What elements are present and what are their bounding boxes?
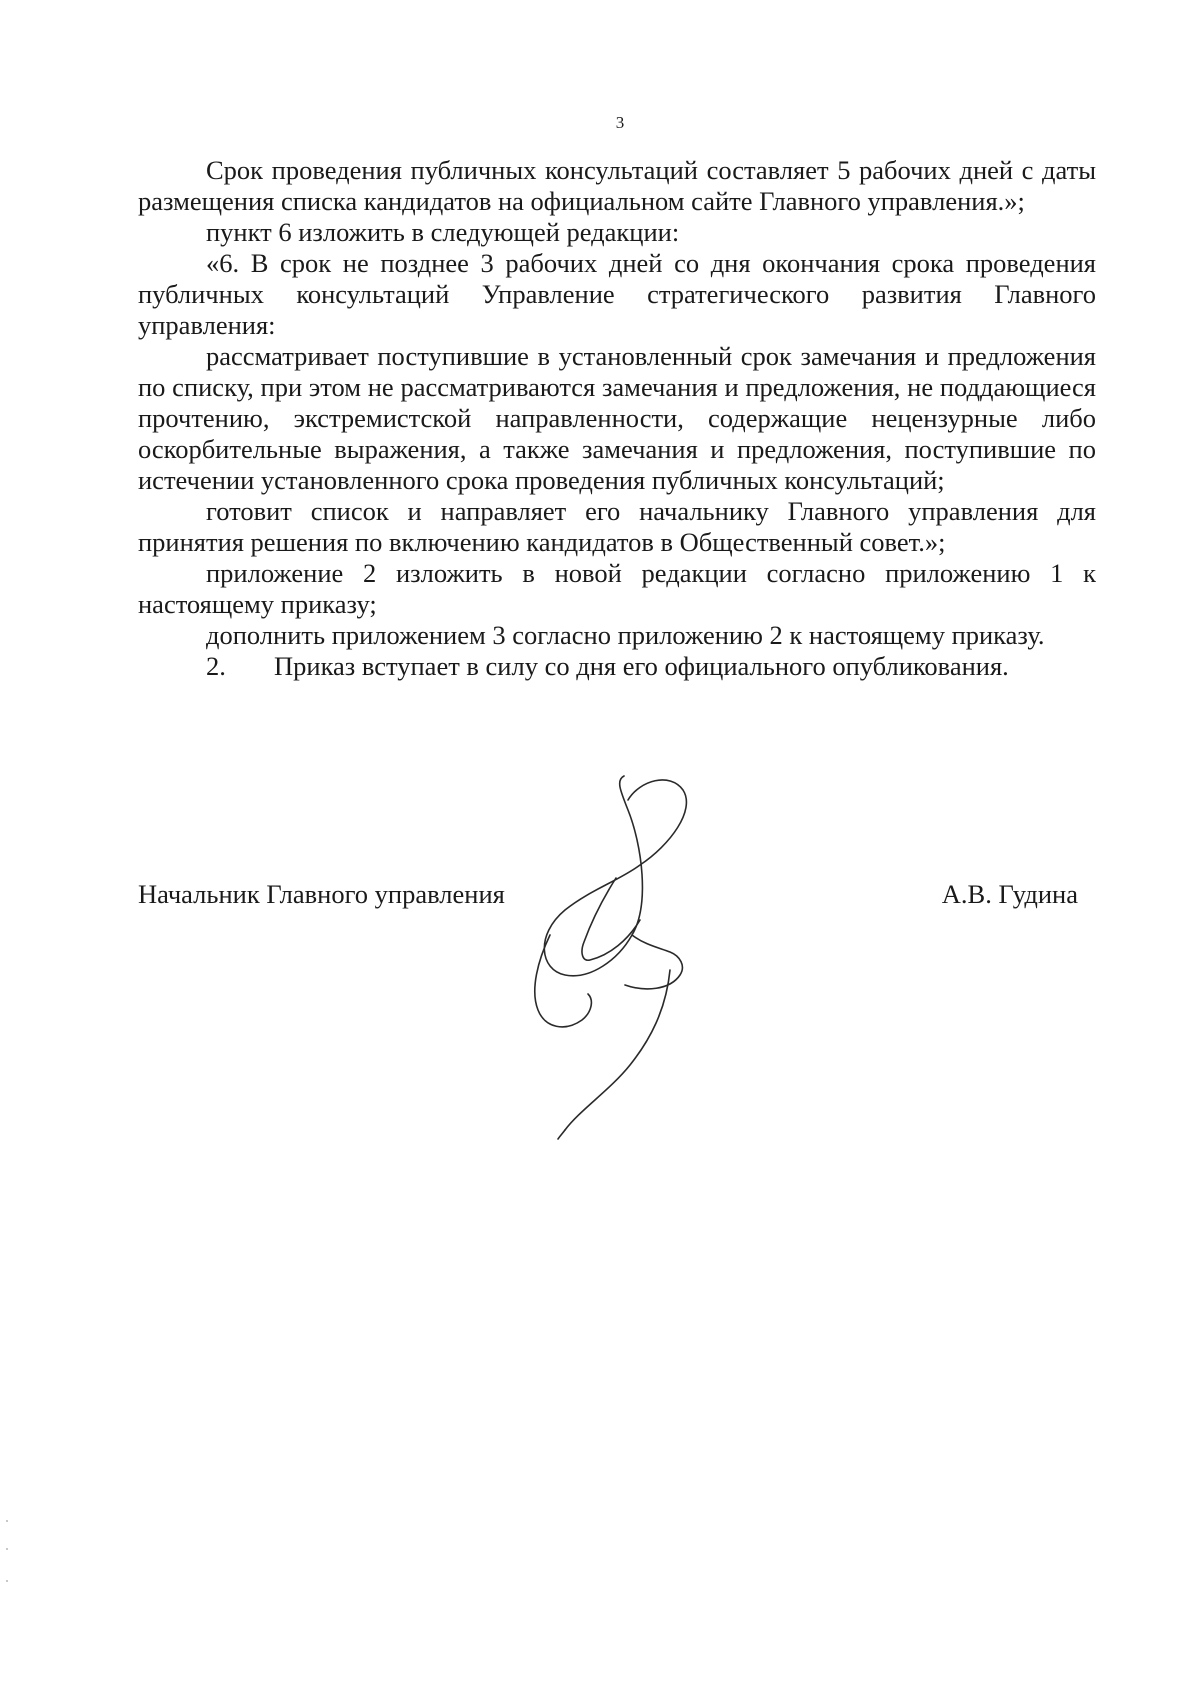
- scan-artifacts: [6, 1520, 10, 1600]
- document-body: [138, 155, 1096, 682]
- paragraph-consultation-term: Срок проведения публичных консультаций составляет 5 рабочих дней с даты размещения списка кандидатов на официальном сайте Главного управления.»;: [138, 155, 1096, 216]
- paragraph-prepares-list: готовит список и направляет его начальнику Главного управления для принятия решения по включению кандидатов в Общественный совет.»;: [138, 496, 1096, 557]
- page-number: 3: [615, 113, 625, 132]
- handwritten-signature-icon: [520, 770, 720, 1140]
- paragraph-item-6-intro: пункт 6 изложить в следующей редакции:: [206, 217, 680, 247]
- paragraph-appendix-3: дополнить приложением 3 согласно приложению 2 к настоящему приказу.: [206, 620, 1045, 650]
- paragraph-appendix-2: приложение 2 изложить в новой редакции согласно приложению 1 к настоящему приказу;: [138, 558, 1096, 619]
- clause-number: 2.: [206, 651, 226, 681]
- scan-dot: [6, 1548, 8, 1550]
- clause-2: [138, 651, 1096, 682]
- clause-text: Приказ вступает в силу со дня его официального опубликования.: [274, 651, 1009, 681]
- signer-name: А.В. Гудина: [941, 879, 1078, 909]
- scan-dot: [6, 1520, 8, 1522]
- paragraph-reviews-proposals: рассматривает поступившие в установленный срок замечания и предложения по списку, при этом не рассматриваются замечания и предложения, не поддающиеся прочтению, экстремистской направленности, содержащие нецензурные либо оскорбительные выражения, а также замечания и предложения, поступившие по истечении установленного срока проведения публичных консультаций;: [138, 341, 1096, 495]
- signer-position: Начальник Главного управления: [138, 879, 505, 909]
- scan-dot: [6, 1580, 8, 1582]
- paragraph-item-6: «6. В срок не позднее 3 рабочих дней со дня окончания срока проведения публичных консультаций Управление стратегического развития Главного управления:: [138, 248, 1096, 340]
